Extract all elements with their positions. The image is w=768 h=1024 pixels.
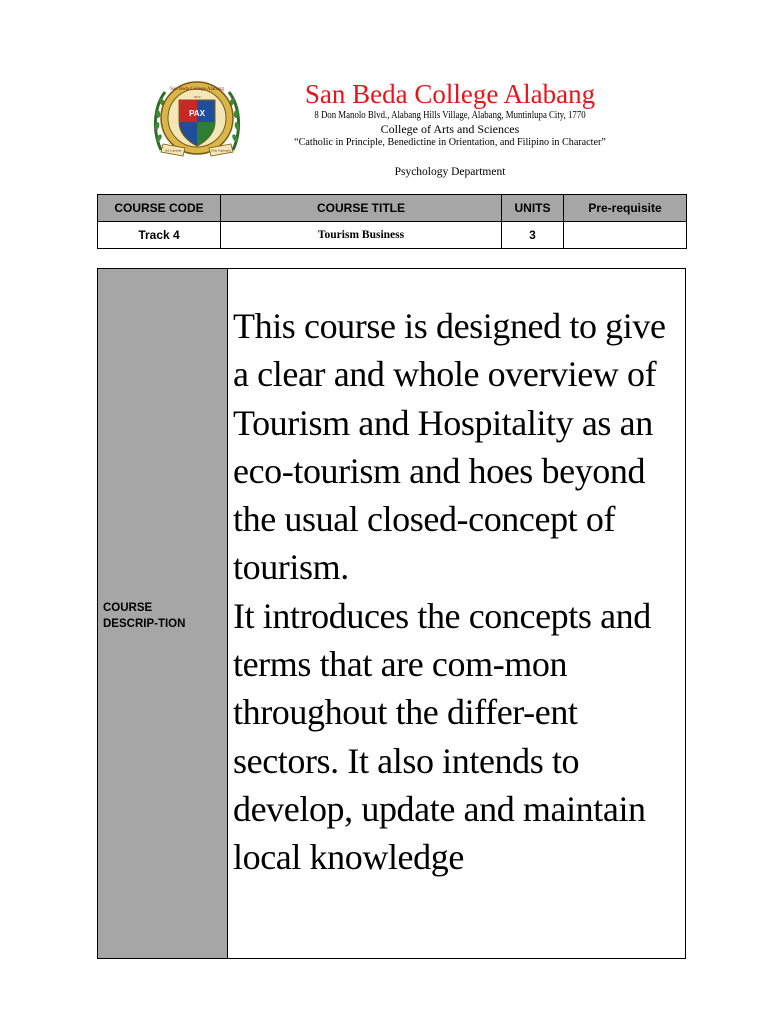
college-seal-logo [151,78,243,164]
college-name: San Beda College Alabang [304,79,596,109]
svg-text:Ad Laudem: Ad Laudem [164,148,182,153]
svg-text:Fide Sapientia: Fide Sapientia [210,148,232,153]
course-title-header: COURSE TITLE [221,195,502,222]
description-text-cell [228,269,685,958]
course-description-label: COURSE DESCRIP-TION [103,601,186,630]
svg-text:1972: 1972 [193,95,201,99]
college-motto: “Catholic in Principle, Benedictine in Orientation, and Filipino in Character” [294,136,606,148]
course-info-table [97,194,687,249]
course-title-cell: Tourism Business [221,222,502,249]
table-header-row [98,195,687,222]
svg-text:PAX: PAX [189,109,205,118]
course-description-box [97,268,686,959]
college-address: 8 Don Manolo Blvd., Alabang Hills Village, Alabang, Muntinlupa City, 1770 [314,110,586,121]
course-description-text: This course is designed to give a clear and whole overview of Tourism and Hospitality as an eco-tourism and hoes beyond the usual closed-concept of tourism. It introduces the concepts and terms that are com-mon throughout the differ-ent sectors. It also intends to develop, update and maintain local knowledge [233,306,666,878]
units-cell: 3 [502,222,564,249]
description-label-cell [98,269,228,958]
course-code-header: COURSE CODE [98,195,221,222]
svg-text:San Beda College Alabang: San Beda College Alabang [170,87,224,92]
prerequisite-header: Pre-requisite [564,195,687,222]
college-unit: College of Arts and Sciences [380,122,520,136]
course-code-cell: Track 4 [98,222,221,249]
department-name: Psychology Department [394,166,506,178]
units-header: UNITS [502,195,564,222]
seal-icon [151,78,243,164]
prerequisite-cell [564,222,687,249]
table-row [98,222,687,249]
